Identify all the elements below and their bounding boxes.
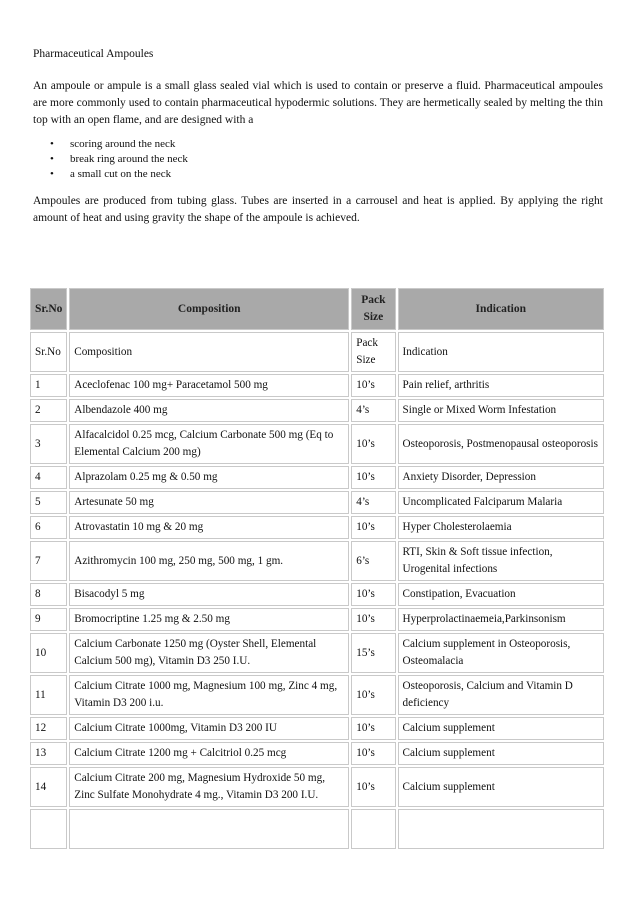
cell-empty [351,809,395,849]
table-row [30,424,604,464]
cell-pack: 10’s [351,424,395,464]
cell-composition: Artesunate 50 mg [69,491,349,514]
cell-indication: Uncomplicated Falciparum Malaria [398,491,604,514]
cell-srno: 1 [30,374,67,397]
cell-indication: Calcium supplement in Osteoporosis, Osteomalacia [398,633,604,673]
document-title: Pharmaceutical Ampoules [33,48,154,60]
header-composition: Composition [69,288,349,330]
tubing-paragraph: Ampoules are produced from tubing glass. Tubes are inserted in a carrousel and heat is applied. By applying the right amount of heat and using gravity the shape of the ampoule is achieved. [33,195,603,224]
cell-pack: 10’s [351,608,395,631]
cell-composition: Calcium Citrate 1000mg, Vitamin D3 200 IU [69,717,349,740]
bullet-item: • scoring around the neck [48,137,188,152]
header-pack-line2: Size [363,311,384,323]
table-row [30,608,604,631]
intro-paragraph: An ampoule or ampule is a small glass sealed vial which is used to contain or preserve a fluid. Pharmaceutical ampoules are more commonly used to contain pharmaceutical hypodermic solutions. They are hermetically sealed by melting the thin top with an open flame, and are designed with a [33,80,603,126]
cell-pack: 10’s [351,742,395,765]
table-row [30,491,604,514]
cell-srno: 4 [30,466,67,489]
cell-composition: Azithromycin 100 mg, 250 mg, 500 mg, 1 gm. [69,541,349,581]
table-subheader-row [30,332,604,372]
cell-composition: Aceclofenac 100 mg+ Paracetamol 500 mg [69,374,349,397]
cell-indication: Pain relief, arthritis [398,374,604,397]
header-srno: Sr.No [30,288,67,330]
cell-indication: Hyperprolactinaemeia,Parkinsonism [398,608,604,631]
cell-indication: Single or Mixed Worm Infestation [398,399,604,422]
subheader-pack-size: Pack Size [351,332,395,372]
cell-composition: Calcium Citrate 200 mg, Magnesium Hydroxide 50 mg, Zinc Sulfate Monohydrate 4 mg., Vitamin D3 200 I.U. [69,767,349,807]
cell-pack: 10’s [351,516,395,539]
subheader-indication: Indication [398,332,604,372]
cell-pack: 4’s [351,399,395,422]
table-row [30,374,604,397]
cell-composition: Calcium Citrate 1200 mg + Calcitriol 0.25 mcg [69,742,349,765]
cell-srno: 14 [30,767,67,807]
cell-indication: Hyper Cholesterolaemia [398,516,604,539]
cell-srno: 9 [30,608,67,631]
cell-srno: 2 [30,399,67,422]
subheader-srno: Sr.No [30,332,67,372]
cell-indication: Constipation, Evacuation [398,583,604,606]
cell-composition: Alprazolam 0.25 mg & 0.50 mg [69,466,349,489]
subheader-composition: Composition [69,332,349,372]
table-row [30,742,604,765]
cell-indication: Anxiety Disorder, Depression [398,466,604,489]
cell-empty [69,809,349,849]
product-table [28,286,606,851]
cell-srno: 6 [30,516,67,539]
cell-srno: 7 [30,541,67,581]
bullet-item: • break ring around the neck [48,152,188,167]
cell-indication: RTI, Skin & Soft tissue infection, Urogenital infections [398,541,604,581]
cell-indication: Calcium supplement [398,717,604,740]
table-row [30,675,604,715]
cell-srno: 12 [30,717,67,740]
cell-pack: 10’s [351,717,395,740]
cell-pack: 15’s [351,633,395,673]
cell-composition: Bromocriptine 1.25 mg & 2.50 mg [69,608,349,631]
cell-pack: 10’s [351,583,395,606]
cell-indication: Osteoporosis, Calcium and Vitamin D deficiency [398,675,604,715]
cell-empty [30,809,67,849]
cell-pack: 4’s [351,491,395,514]
header-pack-size [351,288,395,330]
cell-composition: Atrovastatin 10 mg & 20 mg [69,516,349,539]
table-row-empty [30,809,604,849]
cell-pack: 10’s [351,466,395,489]
cell-pack: 10’s [351,675,395,715]
cell-composition: Alfacalcidol 0.25 mcg, Calcium Carbonate 500 mg (Eq to Elemental Calcium 200 mg) [69,424,349,464]
table-row [30,583,604,606]
cell-pack: 6’s [351,541,395,581]
cell-srno: 10 [30,633,67,673]
cell-srno: 13 [30,742,67,765]
cell-srno: 8 [30,583,67,606]
table-row [30,717,604,740]
cell-srno: 5 [30,491,67,514]
bullet-item: • a small cut on the neck [48,167,188,182]
cell-composition: Calcium Carbonate 1250 mg (Oyster Shell, Elemental Calcium 500 mg), Vitamin D3 250 I.U. [69,633,349,673]
header-indication: Indication [398,288,604,330]
cell-empty [398,809,604,849]
cell-indication: Calcium supplement [398,742,604,765]
cell-indication: Osteoporosis, Postmenopausal osteoporosis [398,424,604,464]
table-row [30,466,604,489]
header-pack-line1: Pack [361,294,386,306]
table-header-row [30,288,604,330]
design-bullet-list [48,137,188,182]
cell-srno: 11 [30,675,67,715]
cell-srno: 3 [30,424,67,464]
cell-composition: Albendazole 400 mg [69,399,349,422]
cell-pack: 10’s [351,374,395,397]
table-row [30,399,604,422]
table-row [30,516,604,539]
table-row [30,767,604,807]
table-row [30,633,604,673]
cell-composition: Calcium Citrate 1000 mg, Magnesium 100 mg, Zinc 4 mg, Vitamin D3 200 i.u. [69,675,349,715]
table-row [30,541,604,581]
cell-composition: Bisacodyl 5 mg [69,583,349,606]
cell-indication: Calcium supplement [398,767,604,807]
cell-pack: 10’s [351,767,395,807]
